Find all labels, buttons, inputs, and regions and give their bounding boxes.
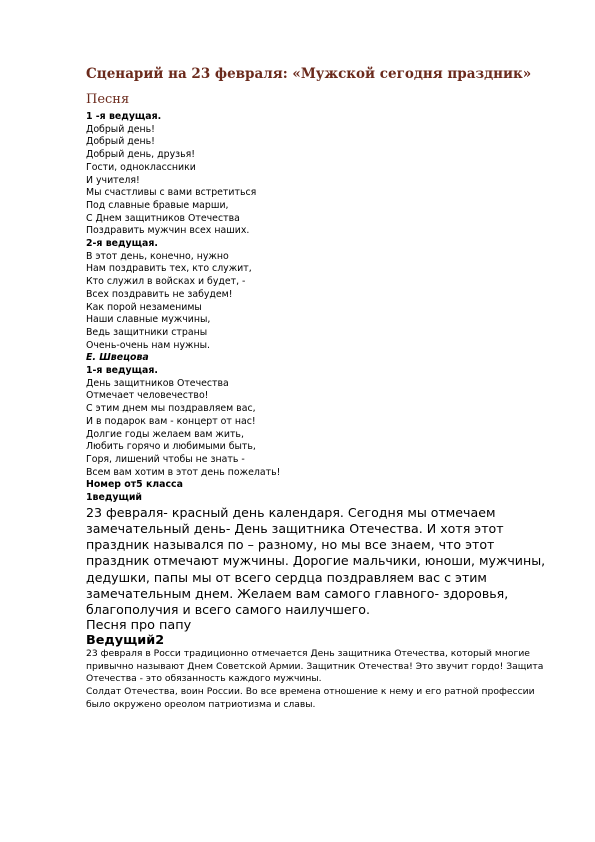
poem-line: И в подарок вам - концерт от нас! xyxy=(86,415,256,427)
poem-line: Любить горячо и любимыми быть, xyxy=(86,441,256,453)
poem-line: Очень-очень нам нужны. xyxy=(86,339,210,351)
poem-line: С Днем защитников Отечества xyxy=(86,212,240,224)
paragraph-2a: 23 февраля в Росси традиционно отмечается День защитника Отечества, который многие привычно называют Днем Советской Армии. Защитник Отечества! Это звучит гордо! Защита Отечества - это обязанность каждого мужчины. xyxy=(86,648,544,685)
poem-line: В этот день, конечно, нужно xyxy=(86,250,229,262)
poem-block-1 xyxy=(86,124,556,238)
poem-line: Отмечает человечество! xyxy=(86,390,209,402)
poem-line: С этим днем мы поздравляем вас, xyxy=(86,403,256,415)
poem-author: Е. Швецова xyxy=(86,352,149,364)
poem-line: День защитников Отечества xyxy=(86,377,229,389)
poem-line: Кто служил в войсках и будет, - xyxy=(86,276,246,288)
song-heading: Песня xyxy=(86,92,130,107)
speaker-header-2: 2-я ведущая. xyxy=(86,238,158,250)
poem-line: Наши славные мужчины, xyxy=(86,314,211,326)
poem-line: Поздравить мужчин всех наших. xyxy=(86,225,250,237)
page-title: Сценарий на 23 февраля: «Мужской сегодня праздник» xyxy=(86,66,532,82)
poem-line: Добрый день! xyxy=(86,123,155,135)
poem-line: Мы счастливы с вами встретиться xyxy=(86,187,257,199)
paragraph-2b: Солдат Отечества, воин России. Во все времена отношение к нему и его ратной профессии было окружено ореолом патриотизма и славы. xyxy=(86,686,535,710)
poem-line: Всех поздравить не забудем! xyxy=(86,288,233,300)
leader-1-label: 1ведущий xyxy=(86,492,142,504)
poem-line: Всем вам хотим в этот день пожелать! xyxy=(86,466,281,478)
speaker-header-3: 1-я ведущая. xyxy=(86,365,158,377)
poem-line: И учителя! xyxy=(86,174,140,186)
poem-block-2 xyxy=(86,251,556,353)
main-paragraph: 23 февраля- красный день календаря. Сегодня мы отмечаем замечательный день- День защитника Отечества. И хотя этот праздник назывался по – разному, но мы все знаем, что этот праздник отмечают мужчины. Дорогие мальчики, юноши, мужчины, дедушки, папы мы от всего сердца поздравляем вас с этим замечательным днем. Желаем вам самого главного- здоровья, благополучия и всего самого наилучшего. xyxy=(86,504,546,618)
poem-line: Добрый день! xyxy=(86,136,155,148)
document-page xyxy=(86,66,556,711)
poem-line: Горя, лишений чтобы не знать - xyxy=(86,453,245,465)
poem-line: Гости, одноклассники xyxy=(86,161,196,173)
poem-line: Долгие годы желаем вам жить, xyxy=(86,428,244,440)
speaker-header-1: 1 -я ведущая. xyxy=(86,111,162,122)
number-line: Номер от5 класса xyxy=(86,479,183,491)
poem-line: Под славные бравые марши, xyxy=(86,199,229,211)
song-dad-heading: Песня про папу xyxy=(86,618,192,634)
poem-line: Добрый день, друзья! xyxy=(86,149,196,161)
poem-line: Ведь защитники страны xyxy=(86,326,208,338)
leader-2-label: Ведущий2 xyxy=(86,633,165,649)
poem-line: Нам поздравить тех, кто служит, xyxy=(86,263,252,275)
poem-block-3 xyxy=(86,378,556,480)
poem-line: Как порой незаменимы xyxy=(86,301,202,313)
